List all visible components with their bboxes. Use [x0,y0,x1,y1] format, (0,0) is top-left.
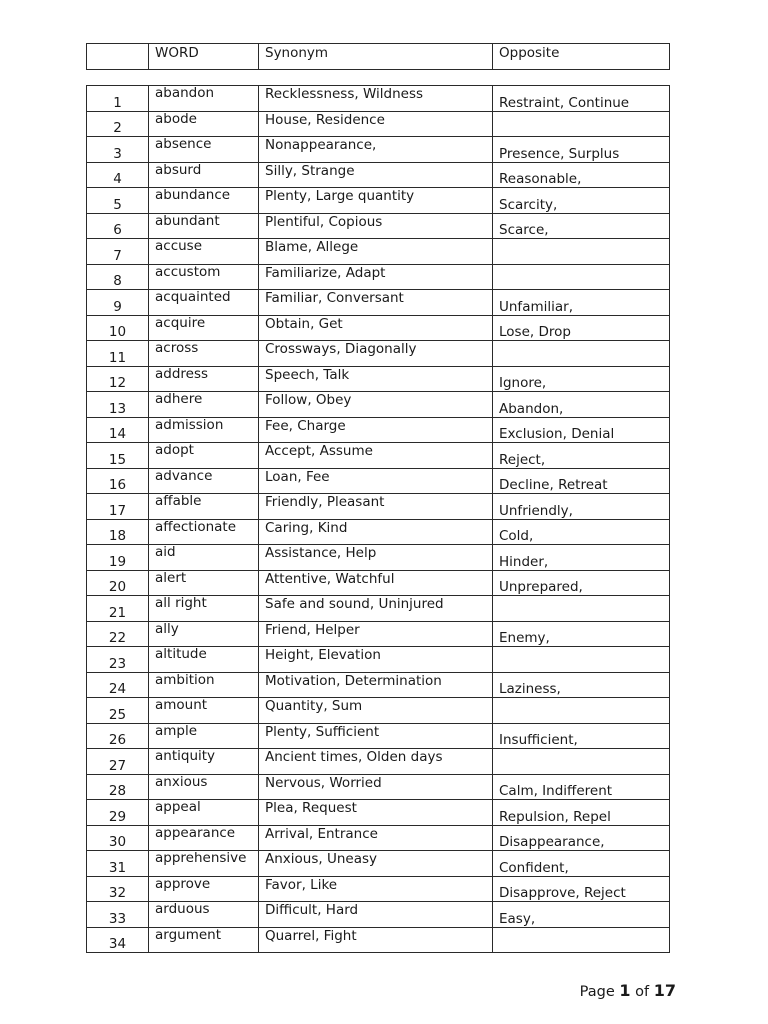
word-cell: adhere [149,392,259,418]
word-cell: appeal [149,800,259,826]
word-cell: admission [149,417,259,443]
table-row [87,264,670,290]
opposite-cell: Presence, Surplus [493,137,670,163]
synonym-cell: Accept, Assume [259,443,493,469]
word-cell: alert [149,570,259,596]
opposite-cell [493,596,670,622]
row-number-cell: 25 [87,698,149,724]
row-number-cell: 11 [87,341,149,367]
synonym-cell: Height, Elevation [259,647,493,673]
opposite-cell: Laziness, [493,672,670,698]
row-number-cell: 6 [87,213,149,239]
opposite-cell: Hinder, [493,545,670,571]
table-row [87,902,670,928]
opposite-cell: Decline, Retreat [493,468,670,494]
synonym-cell: Friendly, Pleasant [259,494,493,520]
total-pages-number: 17 [653,981,676,1000]
row-number-cell: 13 [87,392,149,418]
word-cell: antiquity [149,749,259,775]
table-row [87,290,670,316]
row-number-cell: 24 [87,672,149,698]
table-row [87,749,670,775]
row-number-cell: 23 [87,647,149,673]
opposite-cell: Unfriendly, [493,494,670,520]
word-cell: advance [149,468,259,494]
table-row [87,366,670,392]
synonym-cell: Plenty, Sufficient [259,723,493,749]
row-number-cell: 26 [87,723,149,749]
row-number-cell: 32 [87,876,149,902]
synonym-cell: Plentiful, Copious [259,213,493,239]
opposite-cell: Scarce, [493,213,670,239]
word-cell: address [149,366,259,392]
opposite-cell: Repulsion, Repel [493,800,670,826]
synonym-cell: Recklessness, Wildness [259,86,493,112]
word-cell: all right [149,596,259,622]
row-number-cell: 16 [87,468,149,494]
vocabulary-table [86,85,670,953]
word-cell: across [149,341,259,367]
synonym-cell: Crossways, Diagonally [259,341,493,367]
table-row [87,494,670,520]
opposite-cell [493,927,670,953]
opposite-cell: Reject, [493,443,670,469]
word-cell: argument [149,927,259,953]
table-row [87,188,670,214]
table-row [87,672,670,698]
table-row [87,723,670,749]
table-row [87,86,670,112]
synonym-cell: Attentive, Watchful [259,570,493,596]
opposite-cell: Disappearance, [493,825,670,851]
table-row [87,825,670,851]
word-cell: abandon [149,86,259,112]
synonym-cell: Fee, Charge [259,417,493,443]
table-row [87,698,670,724]
word-cell: aid [149,545,259,571]
table-row [87,111,670,137]
table-row [87,851,670,877]
word-cell: accustom [149,264,259,290]
table-row [87,239,670,265]
page-label: Page [579,984,615,1000]
table-row [87,162,670,188]
opposite-cell [493,264,670,290]
table-row [87,800,670,826]
synonym-cell: Follow, Obey [259,392,493,418]
opposite-cell: Abandon, [493,392,670,418]
table-row [87,596,670,622]
row-number-cell: 2 [87,111,149,137]
word-cell: absence [149,137,259,163]
synonym-cell: Blame, Allege [259,239,493,265]
opposite-cell: Exclusion, Denial [493,417,670,443]
table-row [87,570,670,596]
word-cell: approve [149,876,259,902]
table-row [87,213,670,239]
row-number-cell: 15 [87,443,149,469]
word-cell: acquire [149,315,259,341]
opposite-cell [493,698,670,724]
word-cell: apprehensive [149,851,259,877]
header-row [87,44,670,70]
row-number-cell: 17 [87,494,149,520]
opposite-cell [493,749,670,775]
synonym-cell: Arrival, Entrance [259,825,493,851]
row-number-cell: 3 [87,137,149,163]
word-cell: acquainted [149,290,259,316]
synonym-cell: Ancient times, Olden days [259,749,493,775]
table-row [87,774,670,800]
opposite-cell: Restraint, Continue [493,86,670,112]
word-cell: absurd [149,162,259,188]
table-row [87,137,670,163]
synonym-cell: Quantity, Sum [259,698,493,724]
opposite-cell: Reasonable, [493,162,670,188]
synonym-cell: Familiarize, Adapt [259,264,493,290]
header-word-cell: WORD [149,44,259,70]
synonym-cell: Familiar, Conversant [259,290,493,316]
header-synonym-cell: Synonym [259,44,493,70]
header-table [86,43,670,70]
row-number-cell: 30 [87,825,149,851]
opposite-cell [493,341,670,367]
page-footer [580,981,676,1000]
row-number-cell: 19 [87,545,149,571]
word-cell: affectionate [149,519,259,545]
opposite-cell: Enemy, [493,621,670,647]
opposite-cell: Scarcity, [493,188,670,214]
synonym-cell: Loan, Fee [259,468,493,494]
opposite-cell [493,239,670,265]
word-cell: ally [149,621,259,647]
word-cell: ample [149,723,259,749]
word-cell: abode [149,111,259,137]
vocabulary-rows [87,86,670,953]
opposite-cell: Easy, [493,902,670,928]
synonym-cell: Silly, Strange [259,162,493,188]
synonym-cell: Speech, Talk [259,366,493,392]
synonym-cell: Nervous, Worried [259,774,493,800]
header-opposite-cell: Opposite [493,44,670,70]
opposite-cell: Confident, [493,851,670,877]
word-cell: adopt [149,443,259,469]
opposite-cell: Ignore, [493,366,670,392]
opposite-cell: Unprepared, [493,570,670,596]
row-number-cell: 7 [87,239,149,265]
row-number-cell: 18 [87,519,149,545]
table-row [87,468,670,494]
word-cell: affable [149,494,259,520]
synonym-cell: Motivation, Determination [259,672,493,698]
row-number-cell: 9 [87,290,149,316]
synonym-cell: Safe and sound, Uninjured [259,596,493,622]
table-row [87,417,670,443]
row-number-cell: 12 [87,366,149,392]
row-number-cell: 31 [87,851,149,877]
word-cell: abundance [149,188,259,214]
opposite-cell: Lose, Drop [493,315,670,341]
opposite-cell: Insufficient, [493,723,670,749]
synonym-cell: Friend, Helper [259,621,493,647]
synonym-cell: House, Residence [259,111,493,137]
word-cell: altitude [149,647,259,673]
synonym-cell: Assistance, Help [259,545,493,571]
synonym-cell: Caring, Kind [259,519,493,545]
word-cell: ambition [149,672,259,698]
word-cell: accuse [149,239,259,265]
synonym-cell: Difficult, Hard [259,902,493,928]
row-number-cell: 10 [87,315,149,341]
row-number-cell: 4 [87,162,149,188]
row-number-cell: 29 [87,800,149,826]
table-row [87,927,670,953]
word-cell: appearance [149,825,259,851]
row-number-cell: 8 [87,264,149,290]
opposite-cell [493,111,670,137]
table-row [87,392,670,418]
synonym-cell: Nonappearance, [259,137,493,163]
synonym-cell: Plea, Request [259,800,493,826]
row-number-cell: 27 [87,749,149,775]
row-number-cell: 20 [87,570,149,596]
synonym-cell: Anxious, Uneasy [259,851,493,877]
row-number-cell: 28 [87,774,149,800]
table-row [87,647,670,673]
row-number-cell: 22 [87,621,149,647]
row-number-cell: 21 [87,596,149,622]
header-number-cell [87,44,149,70]
row-number-cell: 33 [87,902,149,928]
opposite-cell: Disapprove, Reject [493,876,670,902]
opposite-cell [493,647,670,673]
table-row [87,519,670,545]
word-cell: arduous [149,902,259,928]
word-cell: amount [149,698,259,724]
row-number-cell: 14 [87,417,149,443]
of-label: of [635,984,650,1000]
current-page-number: 1 [619,981,631,1000]
opposite-cell: Unfamiliar, [493,290,670,316]
row-number-cell: 34 [87,927,149,953]
table-row [87,621,670,647]
table-row [87,876,670,902]
opposite-cell: Calm, Indifferent [493,774,670,800]
table-row [87,443,670,469]
synonym-cell: Favor, Like [259,876,493,902]
row-number-cell: 5 [87,188,149,214]
table-row [87,315,670,341]
table-row [87,545,670,571]
row-number-cell: 1 [87,86,149,112]
synonym-cell: Plenty, Large quantity [259,188,493,214]
synonym-cell: Obtain, Get [259,315,493,341]
opposite-cell: Cold, [493,519,670,545]
word-cell: anxious [149,774,259,800]
table-row [87,341,670,367]
synonym-cell: Quarrel, Fight [259,927,493,953]
word-cell: abundant [149,213,259,239]
